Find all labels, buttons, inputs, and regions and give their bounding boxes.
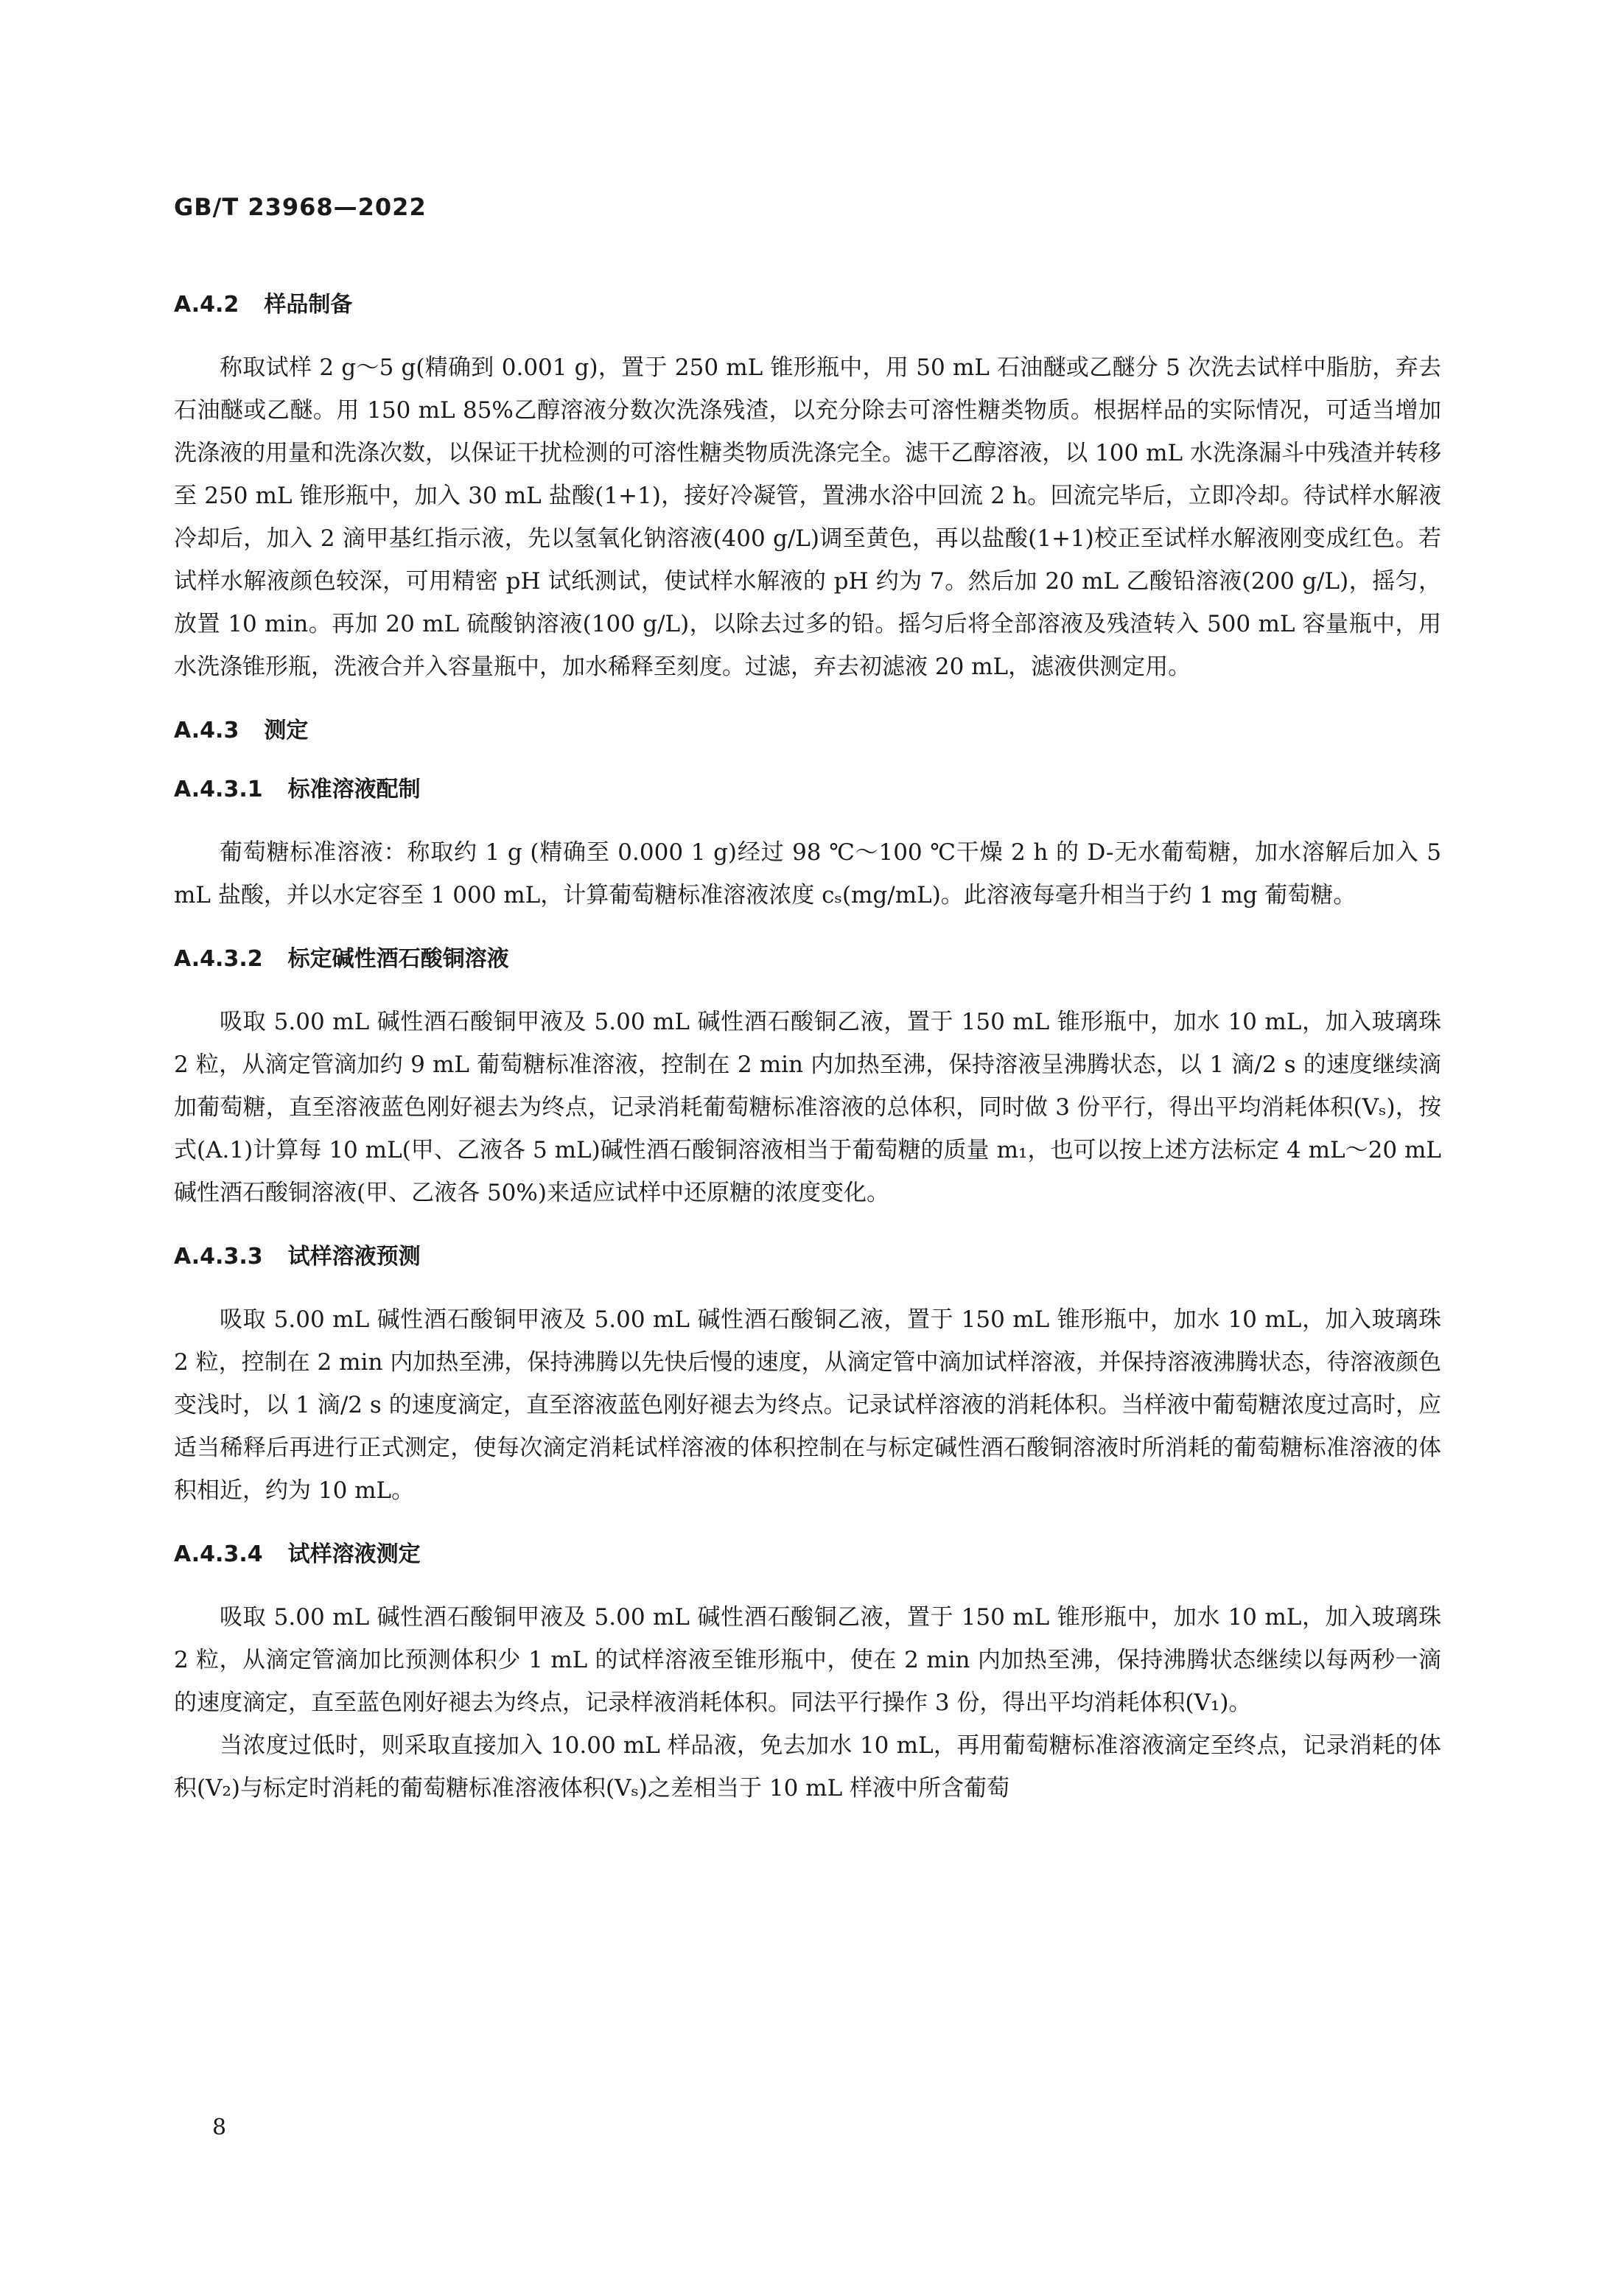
section-title: 测定 <box>264 718 309 743</box>
section-heading <box>174 715 1441 747</box>
section-paragraph: 吸取 5.00 mL 碱性酒石酸铜甲液及 5.00 mL 碱性酒石酸铜乙液，置于 150 mL 锥形瓶中，加水 10 mL，加入玻璃珠 2 粒，从滴定管滴加约 9 mL 葡萄糖标准溶液，控制在 2 min 内加热至沸，保持溶液呈沸腾状态，以 1 滴/2 s 的速度继续滴加葡萄糖，直至溶液蓝色刚好褪去为终点，记录消耗葡萄糖标准溶液的总体积，同时做 3 份平行，得出平均消耗体积(Vₛ)，按式(A.1)计算每 10 mL(甲、乙液各 5 mL)碱性酒石酸铜溶液相当于葡萄糖的质量 m₁，也可以按上述方法标定 4 mL～20 mL 碱性酒石酸铜溶液(甲、乙液各 50%)来适应试样中还原糖的浓度变化。 <box>174 1009 1441 1206</box>
section-a-4-3-2 <box>174 943 1441 1214</box>
section-a-4-3-3 <box>174 1241 1441 1512</box>
section-number: A.4.3.2 <box>174 946 263 972</box>
section-number: A.4.3 <box>174 718 239 743</box>
standard-number-header: GB/T 23968—2022 <box>174 193 427 221</box>
section-title: 试样溶液预测 <box>287 1244 421 1270</box>
section-number: A.4.3.3 <box>174 1244 263 1270</box>
section-title: 标定碱性酒石酸铜溶液 <box>287 946 509 972</box>
section-title: 试样溶液测定 <box>287 1541 421 1567</box>
section-a-4-3-1 <box>174 774 1441 917</box>
section-title: 标准溶液配制 <box>287 777 421 802</box>
section-paragraph: 当浓度过低时，则采取直接加入 10.00 mL 样品液，免去加水 10 mL，再用葡萄糖标准溶液滴定至终点，记录消耗的体积(V₂)与标定时消耗的葡萄糖标准溶液体积(Vₛ)之差相当于 10 mL 样液中所含葡萄 <box>174 1732 1441 1802</box>
section-paragraph: 称取试样 2 g～5 g(精确到 0.001 g)，置于 250 mL 锥形瓶中，用 50 mL 石油醚或乙醚分 5 次洗去试样中脂肪，弃去石油醚或乙醚。用 150 mL 85%乙醇溶液分数次洗涤残渣，以充分除去可溶性糖类物质。根据样品的实际情况，可适当增加洗涤液的用量和洗涤次数，以保证干扰检测的可溶性糖类物质洗涤完全。滤干乙醇溶液，以 100 mL 水洗涤漏斗中残渣并转移至 250 mL 锥形瓶中，加入 30 mL 盐酸(1+1)，接好冷凝管，置沸水浴中回流 2 h。回流完毕后，立即冷却。待试样水解液冷却后，加入 2 滴甲基红指示液，先以氢氧化钠溶液(400 g/L)调至黄色，再以盐酸(1+1)校正至试样水解液刚变成红色。若试样水解液颜色较深，可用精密 pH 试纸测试，使试样水解液的 pH 约为 7。然后加 20 mL 乙酸铅溶液(200 g/L)，摇匀，放置 10 min。再加 20 mL 硫酸钠溶液(100 g/L)，以除去过多的铅。摇匀后将全部溶液及残渣转入 500 mL 容量瓶中，用水洗涤锥形瓶，洗液合并入容量瓶中，加水稀释至刻度。过滤，弃去初滤液 20 mL，滤液供测定用。 <box>174 354 1441 680</box>
section-title: 样品制备 <box>264 292 353 318</box>
section-a-4-3-4 <box>174 1538 1441 1810</box>
section-heading <box>174 943 1441 976</box>
section-heading <box>174 1241 1441 1273</box>
section-number: A.4.3.1 <box>174 777 263 802</box>
section-a-4-2 <box>174 289 1441 688</box>
section-paragraph: 吸取 5.00 mL 碱性酒石酸铜甲液及 5.00 mL 碱性酒石酸铜乙液，置于 150 mL 锥形瓶中，加水 10 mL，加入玻璃珠 2 粒，从滴定管滴加比预测体积少 1 mL 的试样溶液至锥形瓶中，使在 2 min 内加热至沸，保持沸腾状态继续以每两秒一滴的速度滴定，直至蓝色刚好褪去为终点，记录样液消耗体积。同法平行操作 3 份，得出平均消耗体积(V₁)。 <box>174 1604 1441 1716</box>
section-heading <box>174 774 1441 806</box>
document-body <box>174 289 1441 1810</box>
section-a-4-3 <box>174 715 1441 747</box>
section-heading <box>174 289 1441 321</box>
section-heading <box>174 1538 1441 1571</box>
section-paragraph: 葡萄糖标准溶液：称取约 1 g (精确至 0.000 1 g)经过 98 ℃～100 ℃干燥 2 h 的 D-无水葡萄糖，加水溶解后加入 5 mL 盐酸，并以水定容至 1 000 mL，计算葡萄糖标准溶液浓度 cₛ(mg/mL)。此溶液每毫升相当于约 1 mg 葡萄糖。 <box>174 839 1441 909</box>
section-number: A.4.2 <box>174 292 239 318</box>
page-number: 8 <box>212 2115 227 2140</box>
section-number: A.4.3.4 <box>174 1541 263 1567</box>
section-paragraph: 吸取 5.00 mL 碱性酒石酸铜甲液及 5.00 mL 碱性酒石酸铜乙液，置于 150 mL 锥形瓶中，加水 10 mL，加入玻璃珠 2 粒，控制在 2 min 内加热至沸，保持沸腾以先快后慢的速度，从滴定管中滴加试样溶液，并保持溶液沸腾状态，待溶液颜色变浅时，以 1 滴/2 s 的速度滴定，直至溶液蓝色刚好褪去为终点。记录试样溶液的消耗体积。当样液中葡萄糖浓度过高时，应适当稀释后再进行正式测定，使每次滴定消耗试样溶液的体积控制在与标定碱性酒石酸铜溶液时所消耗的葡萄糖标准溶液的体积相近，约为 10 mL。 <box>174 1306 1441 1504</box>
